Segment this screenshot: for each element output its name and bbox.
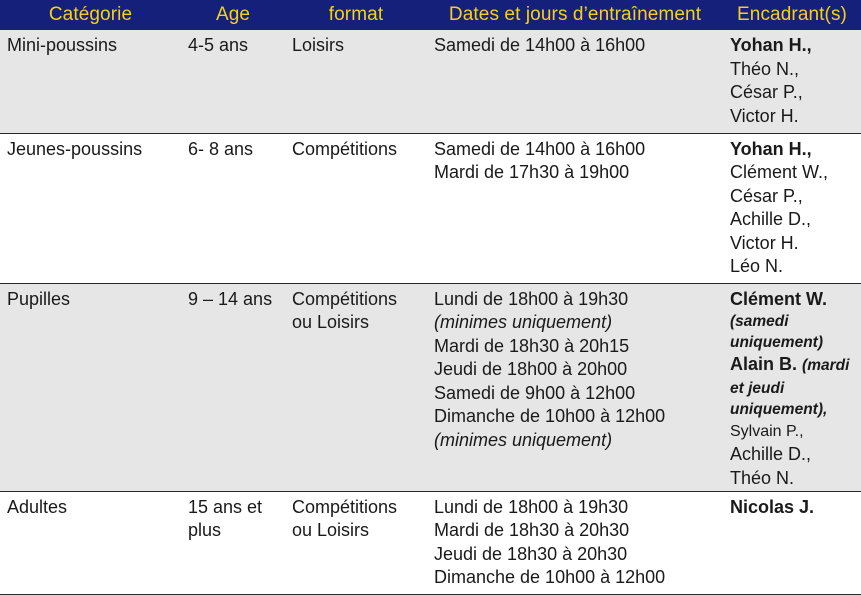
table-row — [0, 491, 861, 594]
category-cell: Pupilles — [0, 283, 181, 491]
header-category: Catégorie — [0, 0, 181, 30]
dates-cell: Lundi de 18h00 à 19h30 (minimes uniquement) Mardi de 18h30 à 20h15 Jeudi de 18h00 à 20h00 Samedi de 9h00 à 12h00 Dimanche de 10h00 à 12h00 (minimes uniquement) — [427, 283, 723, 491]
age-cell: 4-5 ans — [181, 30, 285, 133]
coach-lead: Clément W. — [730, 288, 828, 309]
header-row — [0, 0, 861, 30]
age-cell: 9 – 14 ans — [181, 283, 285, 491]
dates-cell: Samedi de 14h00 à 16h00 — [427, 30, 723, 133]
format-cell: Compétitions ou Loisirs — [285, 283, 427, 491]
category-cell: Adultes — [0, 491, 181, 594]
format-cell: Compétitions ou Loisirs — [285, 491, 427, 594]
category-cell: Mini-poussins — [0, 30, 181, 133]
header-dates: Dates et jours d’entraînement — [427, 0, 723, 30]
coaches-cell — [723, 491, 861, 594]
coach-lead: Nicolas J. — [730, 496, 815, 517]
coaches-cell: Yohan H., Théo N., César P., Victor H. — [723, 30, 861, 133]
coaches-cell: Yohan H., Clément W., César P., Achille D., Victor H. Léo N. — [723, 133, 861, 283]
dates-cell: Samedi de 14h00 à 16h00 Mardi de 17h30 à 19h00 — [427, 133, 723, 283]
coaches-cell: Clément W. (samedi uniquement) Alain B. (mardi et jeudi uniquement), Sylvain P., Achille D., Théo N. — [723, 283, 861, 491]
coach-lead: Yohan H., — [730, 35, 812, 55]
age-cell: 6- 8 ans — [181, 133, 285, 283]
age-cell: 15 ans et plus — [181, 491, 285, 594]
coach-lead: Yohan H., — [730, 138, 812, 159]
format-cell: Compétitions — [285, 133, 427, 283]
dates-cell: Lundi de 18h00 à 19h30 Mardi de 18h30 à 20h30 Jeudi de 18h30 à 20h30 Dimanche de 10h00 à 12h00 — [427, 491, 723, 594]
table-row — [0, 30, 861, 133]
table-row — [0, 133, 861, 283]
category-cell: Jeunes-poussins — [0, 133, 181, 283]
header-age: Age — [181, 0, 285, 30]
table-row — [0, 283, 861, 491]
header-coaches: Encadrant(s) — [723, 0, 861, 30]
coach-lead: Alain B. — [730, 354, 798, 374]
header-format: format — [285, 0, 427, 30]
format-cell: Loisirs — [285, 30, 427, 133]
